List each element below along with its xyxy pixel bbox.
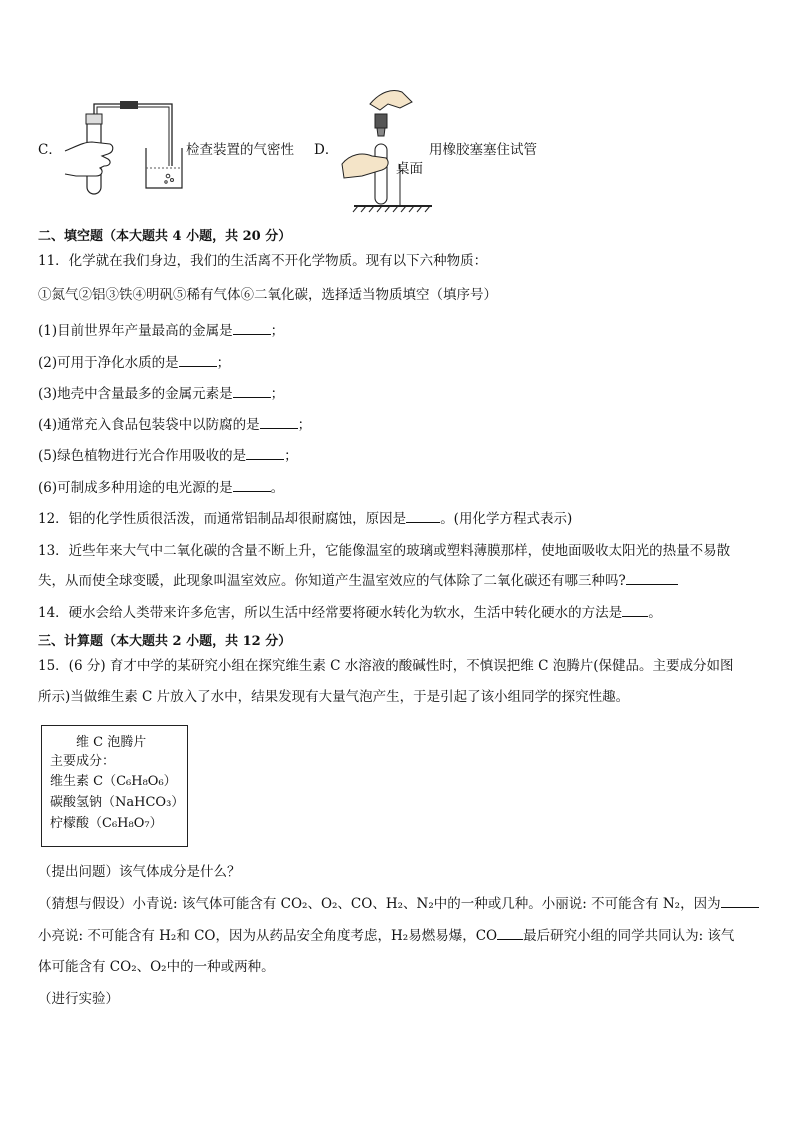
- question-11-item-2: (2)可用于净化水质的是 ；: [38, 355, 231, 371]
- box-ingredient-2: 碳酸氢钠（NaHCO₃）: [50, 795, 185, 810]
- box-subtitle: 主要成分：: [50, 754, 116, 769]
- option-c-label: C．: [38, 142, 62, 158]
- answer-blank[interactable]: [721, 895, 759, 908]
- stopper-insertion-figure: [340, 84, 440, 214]
- question-11-item-6: (6)可制成多种用途的电光源的是 。: [38, 480, 285, 496]
- option-d-caption: 用橡胶塞塞住试管: [429, 142, 537, 158]
- answer-blank[interactable]: [622, 604, 648, 617]
- answer-blank[interactable]: [406, 510, 440, 523]
- hypothesis-line-1: （猜想与假设）小青说: 该气体可能含有 CO₂、O₂、CO、H₂、N₂中的一种或几种。小丽说: 不可能含有 N₂，因为: [38, 895, 759, 913]
- experiment-heading: （进行实验）: [38, 991, 119, 1007]
- box-title: 维 C 泡腾片: [76, 735, 147, 750]
- answer-blank[interactable]: [233, 385, 271, 398]
- question-12: 12．铝的化学性质很活泼，而通常铝制品却很耐腐蚀，原因是 。(用化学方程式表示): [38, 511, 573, 527]
- hypothesis-line-2: 小亮说: 不可能含有 H₂和 CO，因为从药品安全角度考虑，H₂易燃易爆，CO 最后研究小组的同学共同认为: 该气: [38, 928, 735, 944]
- question-15-line-2: 所示)当做维生素 C 片放入了水中，结果发现有大量气泡产生，于是引起了该小组同学的探究性趣。: [38, 689, 630, 705]
- option-c-caption: 检查装置的气密性: [186, 142, 294, 158]
- question-14: 14．硬水会给人类带来许多危害，所以生活中经常要将硬水转化为软水，生活中转化硬水的方法是 。: [38, 605, 662, 621]
- question-11-item-3: (3)地壳中含量最多的金属元素是 ；: [38, 386, 285, 402]
- hypothesis-line-3: 体可能含有 CO₂、O₂中的一种或两种。: [38, 959, 275, 975]
- answer-blank[interactable]: [626, 572, 678, 585]
- box-ingredient-3: 柠檬酸（C₆H₈O₇）: [50, 816, 163, 831]
- airtightness-apparatus: [62, 96, 190, 196]
- question-11-options: ①氮气②铝③铁④明矾⑤稀有气体⑥二氧化碳，选择适当物质填空（填序号）: [38, 287, 497, 303]
- answer-blank[interactable]: [233, 322, 271, 335]
- box-ingredient-1: 维生素 C（C₆H₈O₆）: [50, 774, 177, 789]
- raise-question: （提出问题）该气体成分是什么？: [38, 864, 241, 880]
- answer-blank[interactable]: [260, 416, 298, 429]
- section-heading-fill-in: 二、填空题（本大题共 4 小题，共 20 分）: [38, 229, 292, 244]
- section-heading-calculation: 三、计算题（本大题共 2 小题，共 12 分）: [38, 634, 292, 649]
- answer-blank[interactable]: [233, 479, 271, 492]
- question-11-item-4: (4)通常充入食品包装袋中以防腐的是 ；: [38, 417, 312, 433]
- question-13-line-1: 13．近些年来大气中二氧化碳的含量不断上升，它能像温室的玻璃或塑料薄膜那样，使地面吸收太阳光的热量不易散: [38, 543, 731, 559]
- vitamin-c-ingredients-box: [41, 725, 188, 847]
- question-11-item-1: (1)目前世界年产量最高的金属是 ；: [38, 323, 285, 339]
- table-surface-label: 桌面: [396, 161, 423, 177]
- answer-blank[interactable]: [246, 447, 284, 460]
- answer-blank[interactable]: [497, 927, 523, 940]
- question-11-stem: 11．化学就在我们身边，我们的生活离不开化学物质。现有以下六种物质：: [38, 253, 488, 269]
- question-11-item-5: (5)绿色植物进行光合作用吸收的是 ；: [38, 448, 298, 464]
- question-13-line-2: 失，从而使全球变暖，此现象叫温室效应。你知道产生温室效应的气体除了二氧化碳还有哪三种吗?: [38, 572, 678, 590]
- question-15-line-1: 15．(6 分) 育才中学的某研究小组在探究维生素 C 水溶液的酸碱性时，不慎误把维 C 泡腾片(保健品。主要成分如图: [38, 658, 734, 674]
- option-d-label: D．: [314, 142, 339, 158]
- answer-blank[interactable]: [179, 354, 217, 367]
